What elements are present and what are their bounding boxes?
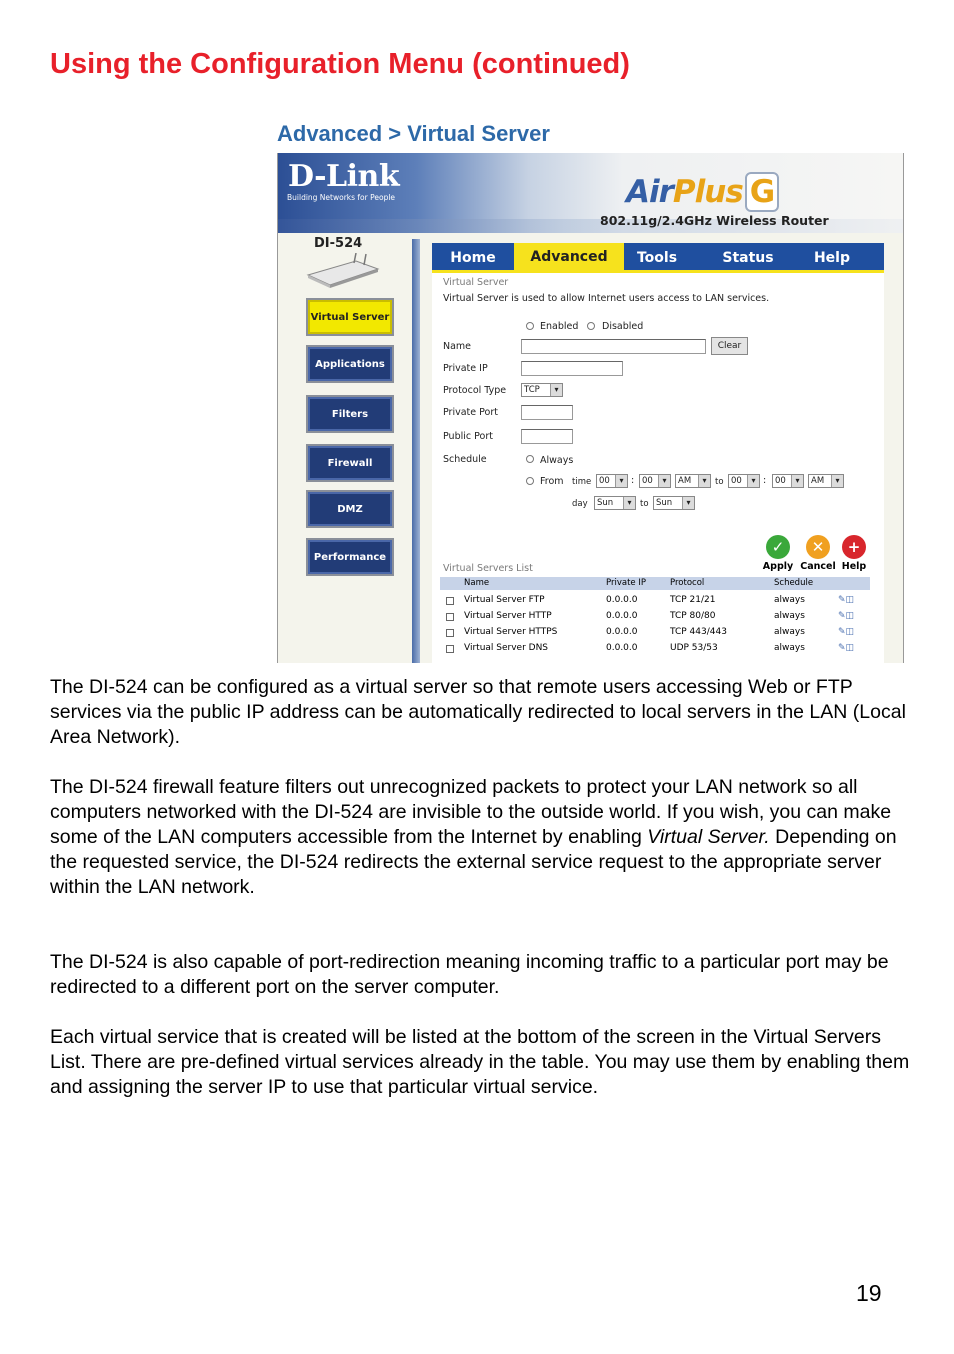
- private-ip-input[interactable]: [521, 361, 623, 376]
- tab-advanced[interactable]: Advanced: [514, 243, 624, 270]
- list-header: [440, 577, 870, 590]
- sidebar-filters-button[interactable]: Filters: [306, 395, 394, 433]
- sidebar-applications-button[interactable]: Applications: [306, 345, 394, 383]
- sidebar-virtual-server-button[interactable]: Virtual Server: [306, 298, 394, 336]
- edit-delete-icon[interactable]: ✎◫: [838, 595, 855, 605]
- from-minute-select[interactable]: 00 ▾: [639, 474, 671, 488]
- row-checkbox[interactable]: [446, 629, 454, 637]
- private-ip-label: Private IP: [443, 363, 488, 374]
- to-hour-select[interactable]: 00 ▾: [728, 474, 760, 488]
- table-row: [440, 642, 870, 658]
- edit-delete-icon[interactable]: ✎◫: [838, 643, 855, 653]
- private-port-label: Private Port: [443, 407, 498, 418]
- disabled-radio[interactable]: [587, 322, 595, 330]
- edit-delete-icon[interactable]: ✎◫: [838, 611, 855, 621]
- row-ip: 0.0.0.0: [606, 595, 638, 605]
- always-label: Always: [540, 455, 574, 466]
- enabled-label: Enabled: [540, 321, 579, 332]
- to-time-colon: :: [763, 475, 767, 486]
- help-label: Help: [841, 561, 867, 572]
- public-port-input[interactable]: [521, 429, 573, 444]
- disabled-label: Disabled: [602, 321, 644, 332]
- sidebar-firewall-button[interactable]: Firewall: [306, 444, 394, 482]
- row-schedule: always: [774, 595, 805, 605]
- row-schedule: always: [774, 611, 805, 621]
- schedule-label: Schedule: [443, 454, 487, 465]
- dlink-logo: D-Link: [288, 159, 400, 194]
- section-description: Virtual Server is used to allow Internet users access to LAN services.: [443, 293, 770, 304]
- sidebar-separator: [412, 239, 420, 663]
- paragraph-port-redirection: The DI-524 is also capable of port-redirection meaning incoming traffic to a particular port may be redirected to a different port on the server computer.: [50, 951, 889, 998]
- list-col-ip: Private IP: [606, 578, 646, 588]
- list-col-name: Name: [464, 578, 490, 588]
- row-schedule: always: [774, 627, 805, 637]
- virtual-server-emphasis: Virtual Server.: [647, 826, 770, 848]
- row-ip: 0.0.0.0: [606, 611, 638, 621]
- row-checkbox[interactable]: [446, 645, 454, 653]
- from-radio[interactable]: [526, 477, 534, 485]
- paragraph-virtual-server-intro: The DI-524 can be configured as a virtual server so that remote users accessing Web or FTP services via the public IP address can be automatically redirected to local servers in the LAN (Local Area Network).: [50, 676, 906, 748]
- paragraph-servers-list: Each virtual service that is created will be listed at the bottom of the screen in the Virtual Servers List. There are pre-defined virtual services already in the table. You may use them by enabling them and assigning the server IP to use that particular virtual service.: [50, 1026, 910, 1098]
- row-protocol: TCP 80/80: [670, 611, 716, 621]
- public-port-label: Public Port: [443, 431, 493, 442]
- row-checkbox[interactable]: [446, 597, 454, 605]
- apply-label: Apply: [762, 561, 794, 572]
- sidebar-dmz-button[interactable]: DMZ: [306, 490, 394, 528]
- name-label: Name: [443, 341, 472, 352]
- cancel-label: Cancel: [800, 561, 836, 572]
- protocol-type-label: Protocol Type: [443, 385, 507, 396]
- list-col-schedule: Schedule: [774, 578, 814, 588]
- paragraph-firewall-start: The DI-524 firewall feature filters out unrecognized packets to protect your LAN network so all computers networked with the DI-524 are invisible to the outside world. If you wish, you can make some of the LAN computers accessible from the Internet by enabling: [50, 776, 892, 848]
- table-row: [440, 626, 870, 642]
- from-label: From: [540, 476, 564, 487]
- day-label: day: [572, 499, 588, 509]
- router-screenshot: [277, 153, 904, 663]
- private-port-input[interactable]: [521, 405, 573, 420]
- to-day-select[interactable]: Sun ▾: [653, 496, 695, 510]
- from-hour-select[interactable]: 00 ▾: [596, 474, 628, 488]
- router-subtitle: 802.11g/2.4GHz Wireless Router: [600, 213, 829, 228]
- from-ampm-select[interactable]: AM ▾: [675, 474, 711, 488]
- tab-status[interactable]: Status: [722, 250, 774, 266]
- check-icon: ✓: [766, 535, 790, 559]
- apply-button[interactable]: [758, 535, 798, 572]
- dlink-tagline: Building Networks for People: [287, 193, 396, 202]
- time-label: time: [572, 477, 592, 487]
- name-input[interactable]: [521, 339, 706, 354]
- to-ampm-select[interactable]: AM ▾: [808, 474, 844, 488]
- enabled-radio[interactable]: [526, 322, 534, 330]
- row-name: Virtual Server HTTPS: [464, 627, 558, 637]
- tab-help[interactable]: Help: [813, 250, 851, 266]
- section-title: Virtual Server: [443, 277, 509, 288]
- edit-delete-icon[interactable]: ✎◫: [838, 627, 855, 637]
- to-minute-select[interactable]: 00 ▾: [772, 474, 804, 488]
- day-to-label: to: [640, 499, 649, 509]
- row-ip: 0.0.0.0: [606, 643, 638, 653]
- row-checkbox[interactable]: [446, 613, 454, 621]
- row-protocol: TCP 443/443: [670, 627, 727, 637]
- sidebar-performance-button[interactable]: Performance: [306, 538, 394, 576]
- airplus-g: G: [745, 172, 779, 212]
- help-button[interactable]: [838, 535, 870, 572]
- row-name: Virtual Server HTTP: [464, 611, 552, 621]
- model-label: DI-524: [314, 236, 363, 251]
- cancel-button[interactable]: [797, 535, 839, 572]
- airplus-logo: [626, 174, 779, 210]
- row-protocol: TCP 21/21: [670, 595, 716, 605]
- always-radio[interactable]: [526, 455, 534, 463]
- figure-caption: Advanced > Virtual Server: [277, 121, 550, 146]
- paragraph-firewall-end: Depending on the requested service, the DI-524 redirects the external service request to the appropriate server within the LAN network.: [50, 826, 897, 898]
- page-number: 19: [856, 1280, 882, 1306]
- list-col-protocol: Protocol: [670, 578, 705, 588]
- page-title: Using the Configuration Menu (continued): [50, 48, 630, 80]
- from-time-colon: :: [631, 475, 635, 486]
- paragraph-firewall: [50, 775, 910, 900]
- row-protocol: UDP 53/53: [670, 643, 718, 653]
- tab-bar: [432, 243, 884, 270]
- time-to-label: to: [715, 477, 724, 487]
- table-row: [440, 594, 870, 610]
- router-device-icon: [304, 253, 382, 289]
- from-day-select[interactable]: Sun ▾: [594, 496, 636, 510]
- table-row: [440, 610, 870, 626]
- plus-help-icon: +: [842, 535, 866, 559]
- airplus-plus: Plus: [672, 174, 743, 210]
- tab-home[interactable]: Home: [450, 250, 496, 266]
- row-ip: 0.0.0.0: [606, 627, 638, 637]
- row-schedule: always: [774, 643, 805, 653]
- tab-tools[interactable]: Tools: [636, 250, 678, 266]
- row-name: Virtual Server DNS: [464, 643, 549, 653]
- clear-button[interactable]: Clear: [711, 337, 748, 355]
- airplus-air: Air: [626, 174, 673, 210]
- row-name: Virtual Server FTP: [464, 595, 545, 605]
- protocol-select[interactable]: TCP ▾: [521, 383, 563, 397]
- cancel-icon: ✕: [806, 535, 830, 559]
- list-title: Virtual Servers List: [443, 563, 533, 574]
